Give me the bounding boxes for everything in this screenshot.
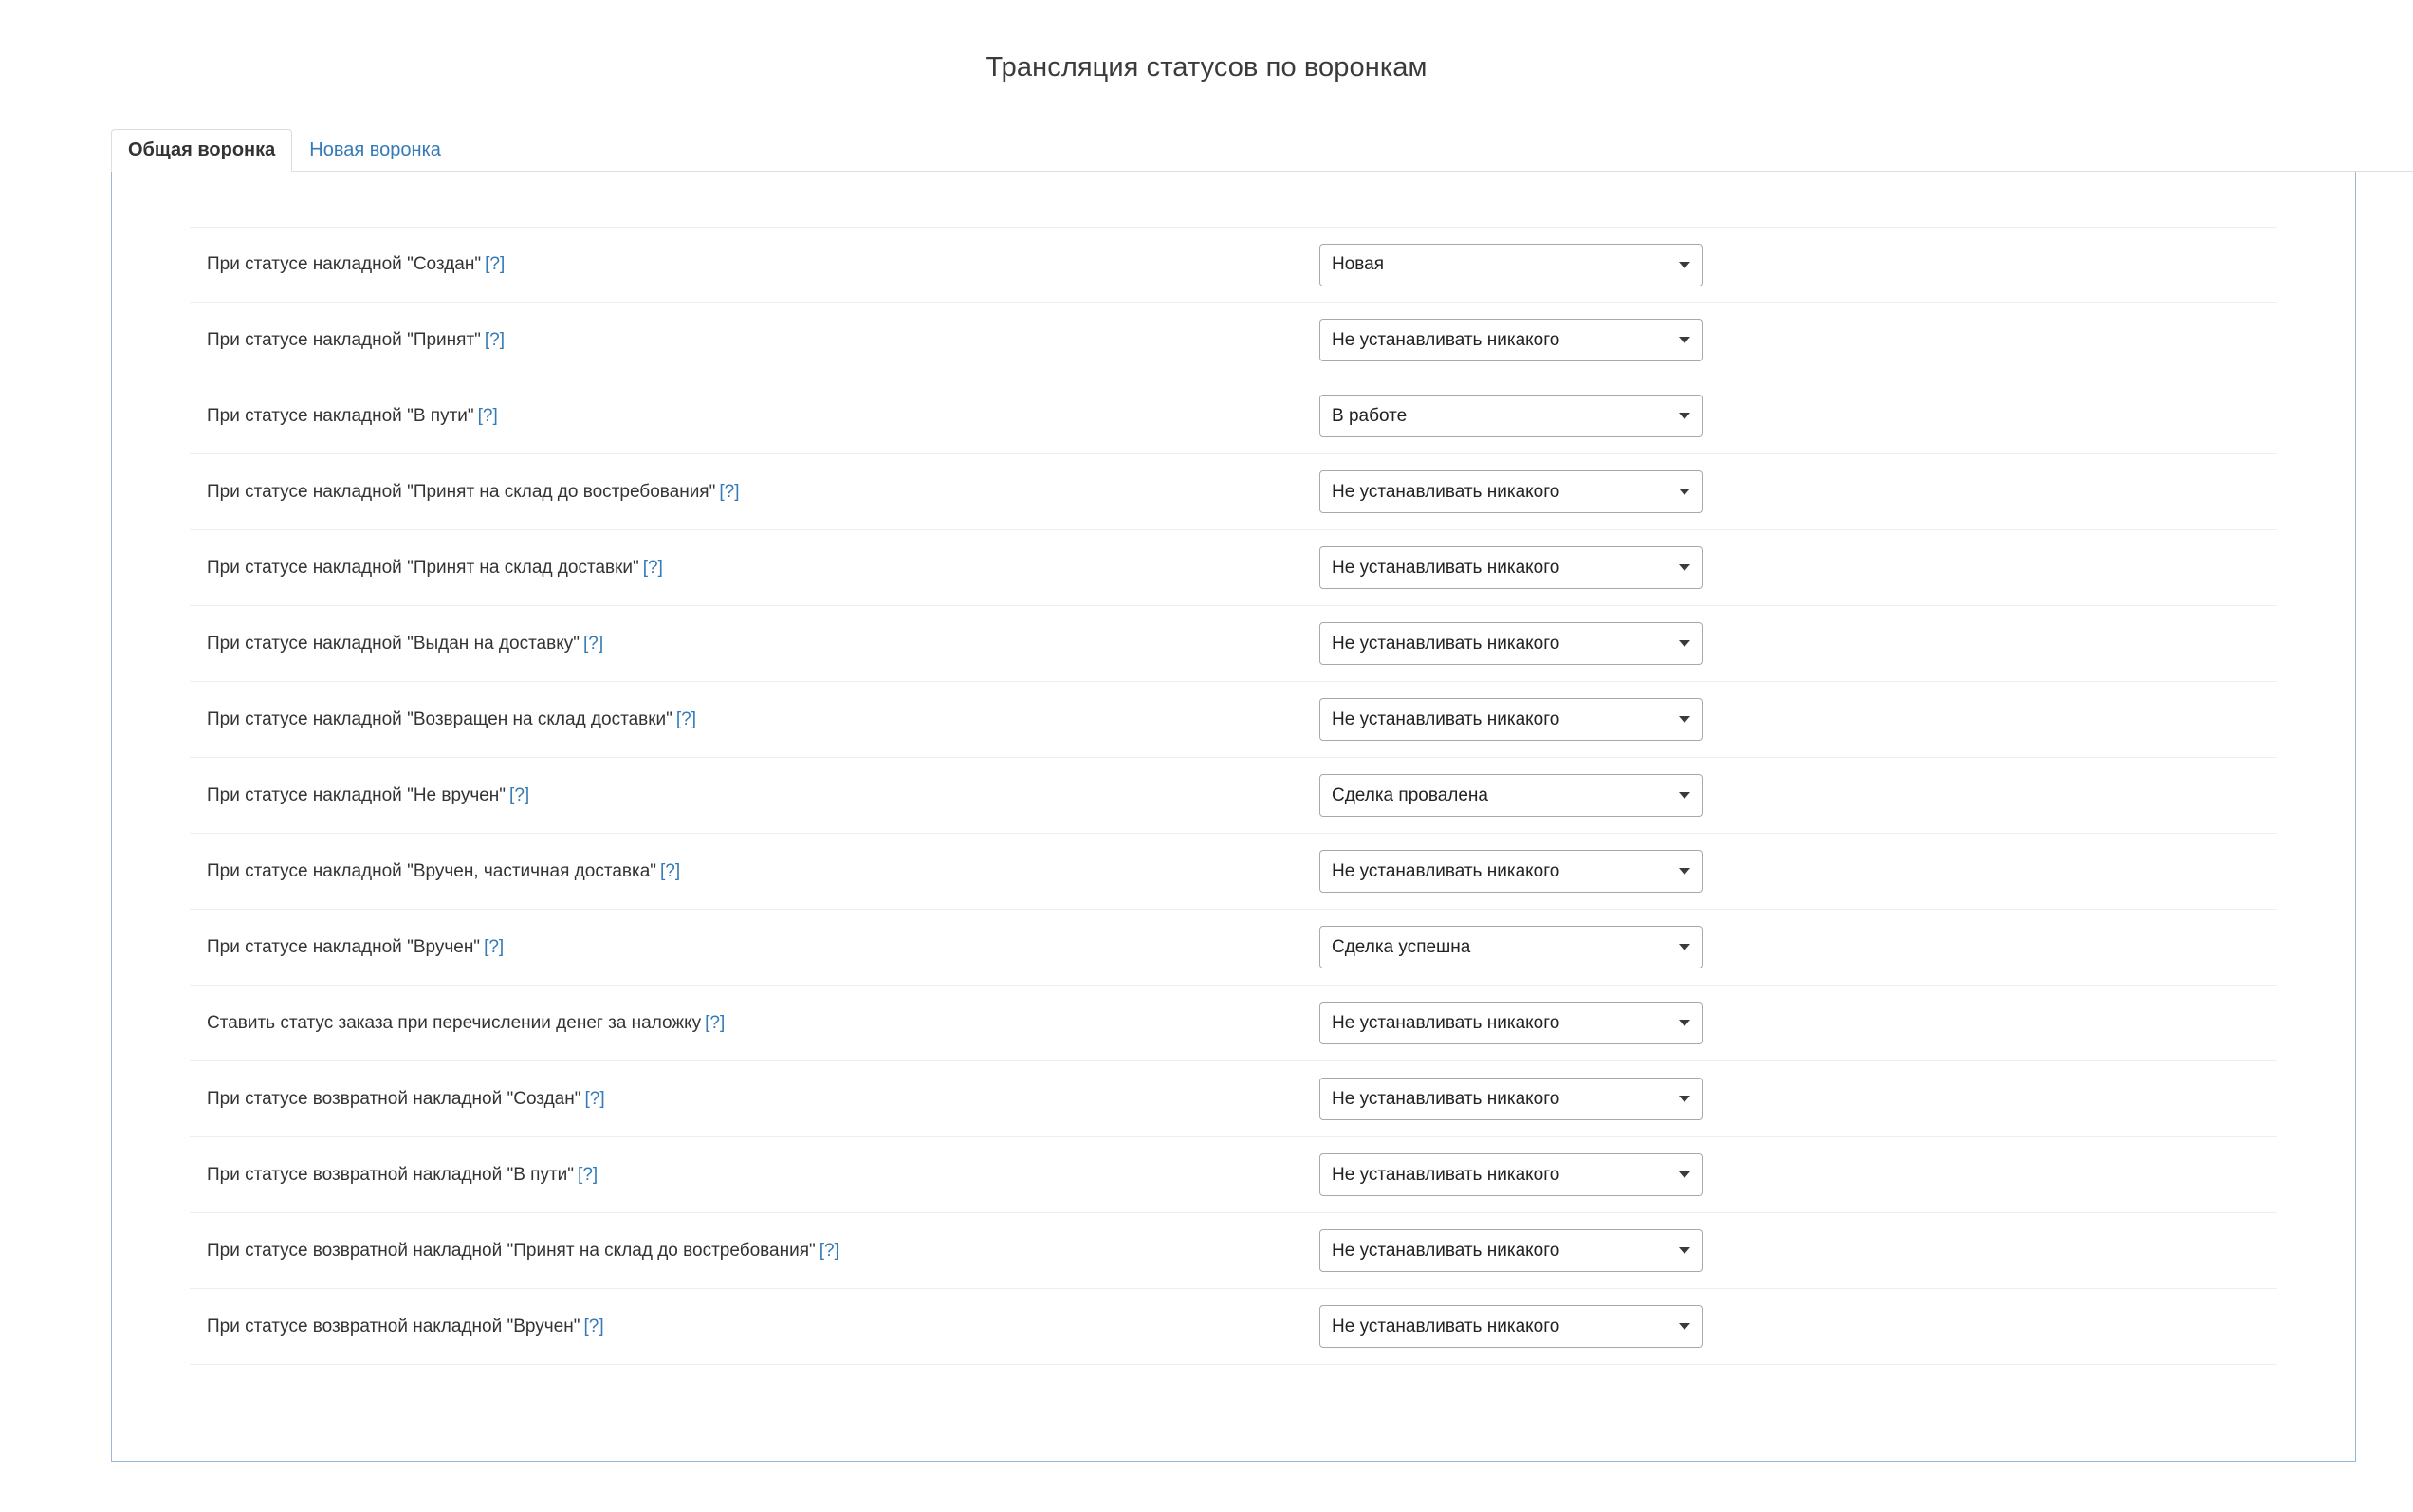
select-cell [1319,850,1703,893]
row-label [207,1013,1319,1034]
status-select-value: Новая [1332,254,1385,274]
help-icon[interactable]: [?] [584,1088,605,1109]
status-select-value: Не устанавливать никакого [1332,329,1560,350]
help-icon[interactable]: [?] [660,860,681,881]
help-icon[interactable]: [?] [705,1012,726,1033]
status-select-value: Не устанавливать никакого [1332,633,1560,654]
row-label-text: При статусе возвратной накладной "Создан" [207,1088,581,1109]
chevron-down-icon [1679,1171,1690,1178]
status-select[interactable] [1319,244,1703,286]
help-icon[interactable]: [?] [719,481,740,502]
status-select[interactable] [1319,1002,1703,1044]
row-label [207,1241,1319,1262]
status-select-value: Не устанавливать никакого [1332,481,1560,502]
row-label [207,634,1319,655]
row-label-text: При статусе накладной "Вручен" [207,936,481,957]
row-label-text: При статусе накладной "Принят на склад до востребования" [207,481,716,502]
status-select-value: Не устанавливать никакого [1332,1316,1560,1337]
chevron-down-icon [1679,413,1690,419]
chevron-down-icon [1679,489,1690,495]
status-select-value: Не устанавливать никакого [1332,1088,1560,1109]
help-icon[interactable]: [?] [484,936,505,957]
chevron-down-icon [1679,640,1690,647]
table-row [190,227,2277,303]
row-label [207,1165,1319,1186]
row-label-text: При статусе накладной "Возвращен на склад доставки" [207,709,672,729]
funnel-tabs [111,134,2413,172]
row-label-text: При статусе возвратной накладной "В пути" [207,1164,575,1185]
row-label-text: При статусе возвратной накладной "Вручен" [207,1316,580,1337]
row-label [207,254,1319,275]
status-select[interactable] [1319,1229,1703,1272]
status-select[interactable] [1319,546,1703,589]
help-icon[interactable]: [?] [583,633,604,654]
table-row [190,1137,2277,1213]
table-row [190,758,2277,834]
table-row [190,834,2277,910]
status-select-value: Сделка провалена [1332,784,1488,805]
table-row [190,986,2277,1061]
row-label-text: При статусе накладной "Не вручен" [207,784,507,805]
row-label [207,558,1319,579]
select-cell [1319,1153,1703,1196]
chevron-down-icon [1679,564,1690,571]
row-label-text: При статусе накладной "Выдан на доставку" [207,633,580,654]
row-label [207,937,1319,958]
status-select[interactable] [1319,622,1703,665]
row-label [207,406,1319,427]
select-cell [1319,1305,1703,1348]
table-row [190,682,2277,758]
status-select[interactable] [1319,1078,1703,1120]
status-select[interactable] [1319,774,1703,817]
tab-label: Новая воронка [309,139,441,160]
status-select-value: Не устанавливать никакого [1332,860,1560,881]
status-select-value: Не устанавливать никакого [1332,1012,1560,1033]
row-label [207,330,1319,351]
status-select[interactable] [1319,926,1703,968]
help-icon[interactable]: [?] [477,405,498,426]
chevron-down-icon [1679,337,1690,343]
status-mapping-list [190,172,2277,1365]
select-cell [1319,1229,1703,1272]
help-icon[interactable]: [?] [675,709,697,729]
status-select[interactable] [1319,1153,1703,1196]
status-select-value: Не устанавливать никакого [1332,1240,1560,1261]
status-select[interactable] [1319,319,1703,361]
help-icon[interactable]: [?] [819,1240,839,1261]
table-row [190,1289,2277,1365]
row-label [207,1089,1319,1110]
tab-novaya-voronka[interactable] [292,129,458,172]
select-cell [1319,774,1703,817]
status-select-value: Не устанавливать никакого [1332,709,1560,729]
status-select-value: Не устанавливать никакого [1332,1164,1560,1185]
row-label-text: При статусе накладной "Принят на склад доставки" [207,557,639,578]
status-select[interactable] [1319,698,1703,741]
row-label-text: Ставить статус заказа при перечислении денег за наложку [207,1012,702,1033]
row-label-text: При статусе накладной "Создан" [207,254,482,274]
row-label [207,710,1319,730]
help-icon[interactable]: [?] [642,557,663,578]
help-icon[interactable]: [?] [484,329,506,350]
table-row [190,378,2277,454]
row-label-text: При статусе возвратной накладной "Принят на склад до востребования" [207,1240,816,1261]
row-label [207,482,1319,503]
help-icon[interactable]: [?] [583,1316,604,1337]
chevron-down-icon [1679,1096,1690,1102]
table-row [190,454,2277,530]
select-cell [1319,698,1703,741]
help-icon[interactable]: [?] [485,254,506,274]
select-cell [1319,1002,1703,1044]
help-icon[interactable]: [?] [509,784,530,805]
status-select-value: Сделка успешна [1332,936,1471,957]
status-select[interactable] [1319,1305,1703,1348]
row-label-text: При статусе накладной "В пути" [207,405,474,426]
help-icon[interactable]: [?] [578,1164,599,1185]
chevron-down-icon [1679,792,1690,799]
status-select-value: В работе [1332,405,1408,426]
chevron-down-icon [1679,868,1690,875]
chevron-down-icon [1679,944,1690,950]
status-select-value: Не устанавливать никакого [1332,557,1560,578]
table-row [190,530,2277,606]
tab-obshaya-voronka[interactable] [111,129,292,172]
table-row [190,606,2277,682]
select-cell [1319,546,1703,589]
table-row [190,1061,2277,1137]
table-row [190,910,2277,986]
tab-label: Общая воронка [128,139,276,160]
row-label [207,1317,1319,1337]
row-label-text: При статусе накладной "Вручен, частичная доставка" [207,860,657,881]
row-label [207,785,1319,806]
status-select[interactable] [1319,850,1703,893]
select-cell [1319,244,1703,286]
select-cell [1319,622,1703,665]
table-row [190,1213,2277,1289]
table-row [190,303,2277,378]
chevron-down-icon [1679,716,1690,723]
chevron-down-icon [1679,262,1690,268]
select-cell [1319,319,1703,361]
row-label [207,861,1319,882]
funnel-settings-panel [111,172,2356,1462]
select-cell [1319,1078,1703,1120]
status-select[interactable] [1319,395,1703,437]
page-title: Трансляция статусов по воронкам [985,52,1428,83]
select-cell [1319,470,1703,513]
row-label-text: При статусе накладной "Принят" [207,329,481,350]
select-cell [1319,395,1703,437]
chevron-down-icon [1679,1247,1690,1254]
funnel-tabs-container [0,134,2413,172]
chevron-down-icon [1679,1323,1690,1330]
chevron-down-icon [1679,1020,1690,1026]
select-cell [1319,926,1703,968]
status-select[interactable] [1319,470,1703,513]
